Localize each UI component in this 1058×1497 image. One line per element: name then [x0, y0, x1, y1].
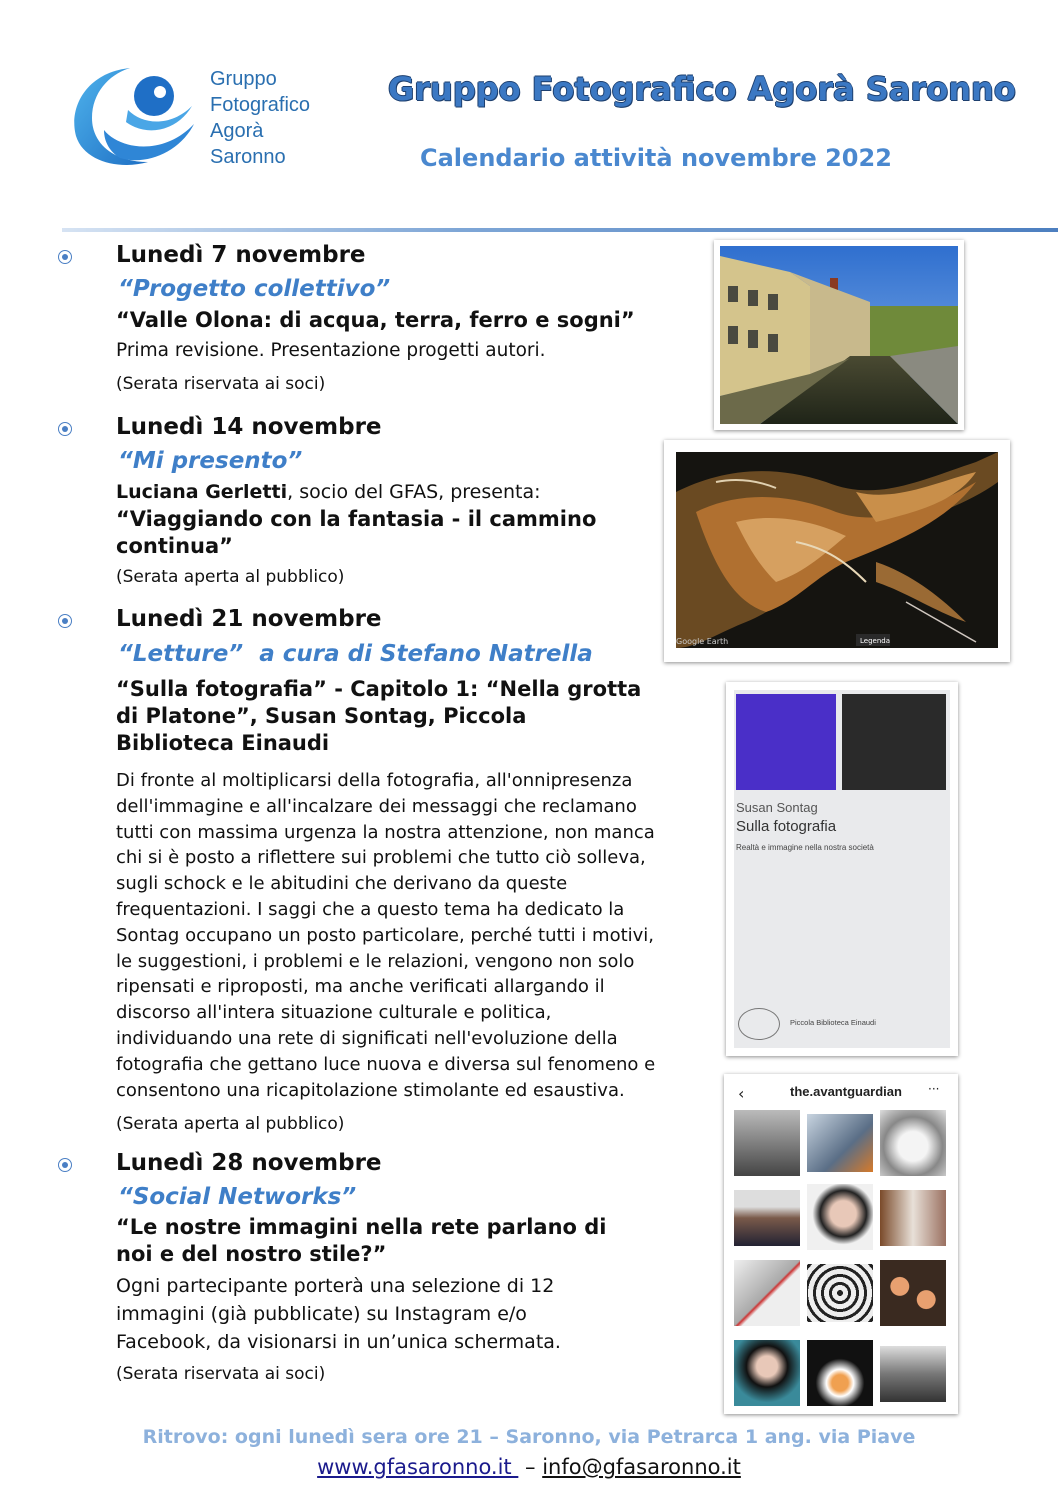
logo-line: Agorà [210, 120, 264, 142]
photo-instagram-grid [724, 1074, 958, 1414]
bullet-icon [58, 422, 72, 436]
event-note: (Serata riservata ai soci) [116, 1364, 326, 1384]
event-description [116, 768, 655, 1103]
grid-thumb [807, 1114, 873, 1172]
event-title: “Valle Olona: di acqua, terra, ferro e sogni” [116, 308, 635, 332]
book-subtitle: Realtà e immagine nella nostra società [736, 843, 874, 852]
grid-thumb [807, 1184, 873, 1250]
event-title-line: noi e del nostro stile?” [116, 1242, 387, 1266]
book-author: Susan Sontag [736, 800, 818, 815]
back-icon: ‹ [738, 1084, 745, 1103]
logo-line: Saronno [210, 146, 286, 168]
river-photo-icon [720, 246, 958, 424]
grid-thumb [880, 1260, 946, 1326]
description-line: individuando una rete di significati nell'evoluzione della [116, 1027, 618, 1049]
description-line: consentono una ricapitolazione stimolante ed esaustiva. [116, 1079, 625, 1101]
bullet-icon [58, 250, 72, 264]
page-title: Gruppo Fotografico Agorà Saronno [388, 70, 1016, 108]
description-line: dell'immagine e all'incalzare dei messaggi che reclamano [116, 795, 637, 817]
description-line: sugli schock e le abitudini che derivano da queste [116, 873, 568, 895]
event-note: (Serata aperta al pubblico) [116, 1114, 345, 1134]
description-line: Sontag occupano un posto particolare, perché tutti i motivi, [116, 924, 655, 946]
event-title [116, 676, 641, 757]
event-title [116, 506, 596, 560]
event-kicker: “Progetto collettivo” [118, 276, 391, 302]
grid-thumb [734, 1190, 800, 1246]
grid-thumb [734, 1260, 800, 1326]
grid-thumb [880, 1346, 946, 1402]
logo-line: Gruppo [210, 68, 277, 90]
bullet-icon [58, 614, 72, 628]
presenter-name: Luciana Gerletti [116, 481, 288, 503]
event-title-line: di Platone”, Susan Sontag, Piccola [116, 704, 527, 728]
event-date: Lunedì 14 novembre [116, 414, 382, 440]
description-line: tutti con massima urgenza la nostra attenzione, non manca [116, 821, 655, 843]
event-title-line: Biblioteca Einaudi [116, 731, 330, 755]
logo-mark-icon [68, 66, 198, 168]
description-line: Facebook, da visionarsi in un’unica schermata. [116, 1331, 561, 1353]
more-icon: ··· [928, 1082, 940, 1096]
grid-thumb [734, 1110, 800, 1176]
email-link[interactable]: info@gfasaronno.it [542, 1455, 741, 1479]
event-description: Prima revisione. Presentazione progetti autori. [116, 340, 546, 361]
instagram-account: the.avantguardian [790, 1084, 902, 1099]
event-date: Lunedì 21 novembre [116, 606, 382, 632]
grid-thumb [807, 1264, 873, 1322]
description-line: discorso all'intera situazione culturale e politica, [116, 1002, 552, 1024]
description-line: frequentazioni. I saggi che a questo tema ha dedicato la [116, 898, 625, 920]
aerial-photo-icon [676, 452, 998, 648]
book-series: Piccola Biblioteca Einaudi [790, 1018, 876, 1027]
instagram-grid [734, 1110, 946, 1406]
event-kicker: “Mi presento” [118, 448, 303, 474]
event-date: Lunedì 7 novembre [116, 242, 366, 268]
book-purple-block [736, 694, 836, 790]
link-separator: – [518, 1455, 543, 1479]
event-kicker: “Letture” a cura di Stefano Natrella [118, 641, 593, 667]
page-subtitle: Calendario attività novembre 2022 [420, 144, 892, 172]
logo-text [210, 66, 310, 170]
event-note: (Serata aperta al pubblico) [116, 567, 345, 587]
bullet-icon [58, 1158, 72, 1172]
meeting-info: Ritrovo: ogni lunedì sera ore 21 – Saronno, via Petrarca 1 ang. via Piave [142, 1426, 916, 1448]
event-title-line: continua” [116, 534, 233, 558]
map-legend-label: Legenda [860, 637, 891, 645]
einaudi-seal-icon [738, 1008, 780, 1040]
map-credit-label: Google Earth [676, 637, 729, 646]
description-line: immagini (già pubblicate) su Instagram e/o [116, 1303, 527, 1325]
description-line: ripensati e riproposti, ma anche verificati allargando il [116, 976, 605, 998]
event-date: Lunedì 28 novembre [116, 1150, 382, 1176]
description-line: Di fronte al moltiplicarsi della fotografia, all'onnipresenza [116, 770, 633, 791]
event-title-line: “Sulla fotografia” - Capitolo 1: “Nella grotta [116, 677, 642, 701]
website-link[interactable]: www.gfasaronno.it [317, 1455, 519, 1479]
event-title-line: “Viaggiando con la fantasia - il cammino [116, 507, 597, 531]
event-presenter [116, 479, 541, 505]
book-black-block [842, 694, 946, 790]
event-title [116, 1214, 607, 1268]
description-line: Ogni partecipante porterà una selezione di 12 [116, 1275, 555, 1297]
logo-line: Fotografico [210, 94, 311, 116]
grid-thumb [880, 1190, 946, 1246]
contact-links [0, 1455, 1058, 1479]
description-line: le suggestioni, i problemi e le relazioni, vengono non solo [116, 950, 635, 972]
book-cover [734, 690, 950, 1048]
event-note: (Serata riservata ai soci) [116, 374, 326, 394]
header-divider [62, 228, 1058, 232]
event-kicker: “Social Networks” [118, 1184, 357, 1210]
description-line: fotografia che gettano luce nuova e diversa sul fenomeno e [116, 1053, 656, 1075]
event-description [116, 1272, 561, 1356]
description-line: chi si è posto a riflettere sui problemi che tutto ciò solleva, [116, 847, 646, 869]
logo [68, 66, 198, 168]
grid-thumb [880, 1110, 946, 1176]
event-title-line: “Le nostre immagini nella rete parlano di [116, 1215, 607, 1239]
grid-thumb [807, 1340, 873, 1406]
presenter-role: , socio del GFAS, presenta: [287, 481, 541, 503]
photo-aerial-earth [664, 440, 1010, 662]
photo-valle-olona [714, 240, 964, 430]
book-title: Sulla fotografia [736, 818, 837, 835]
grid-thumb [734, 1340, 800, 1406]
photo-book-cover [726, 682, 958, 1056]
